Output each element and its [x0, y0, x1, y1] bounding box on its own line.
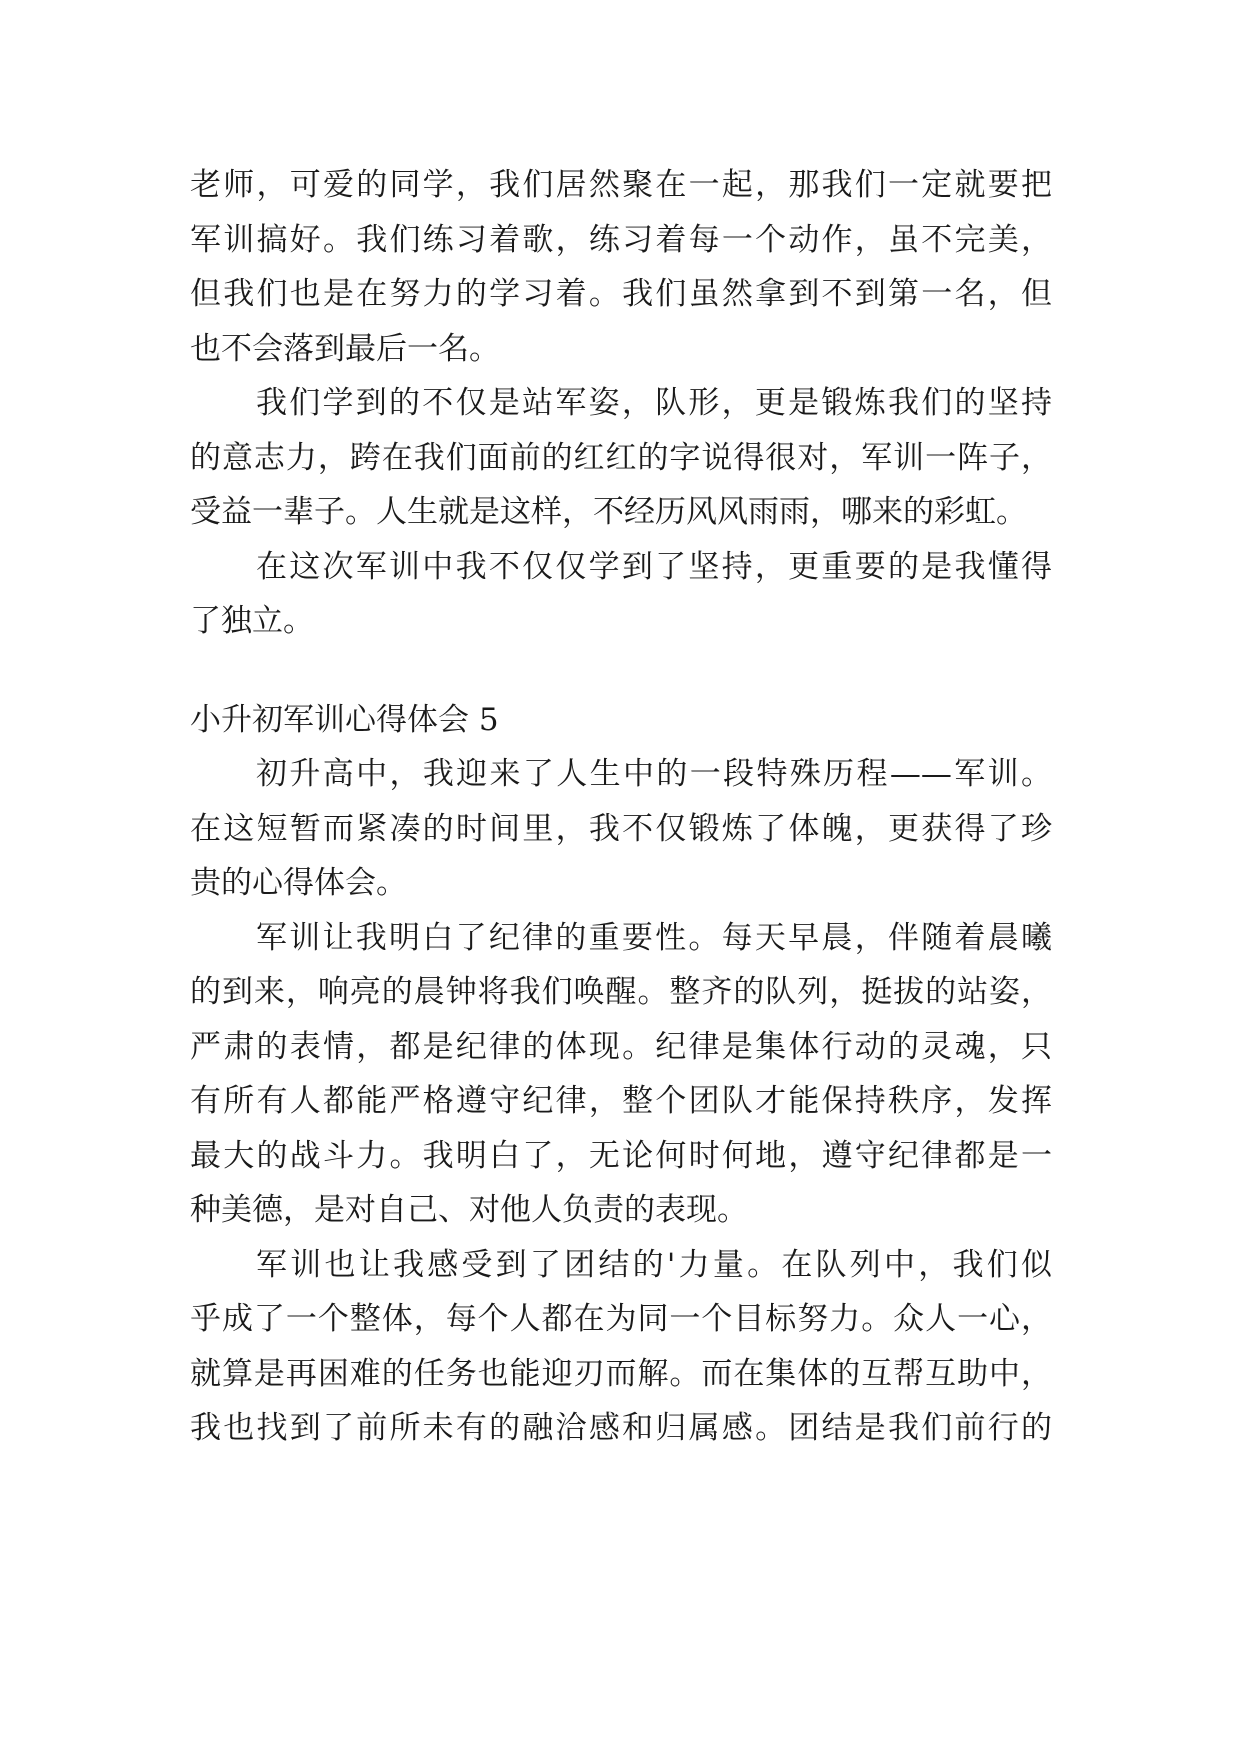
section-gap [190, 649, 1052, 693]
text-line: 在这短暂而紧凑的时间里，我不仅锻炼了体魄，更获得了珍 [190, 810, 1052, 847]
section-heading: 小升初军训心得体会 5 [190, 701, 499, 738]
paragraph [190, 376, 1052, 540]
text-line: 乎成了一个整体，每个人都在为同一个目标努力。众人一心， [190, 1301, 1052, 1337]
text-line: 的意志力，跨在我们面前的红红的字说得很对，军训一阵子， [190, 439, 1052, 476]
text-line: 但我们也是在努力的学习着。我们虽然拿到不到第一名，但 [190, 276, 1052, 312]
paragraph [190, 911, 1052, 1238]
text-line: 初升高中，我迎来了人生中的一段特殊历程——军训。 [256, 756, 1052, 792]
text-line: 最大的战斗力。我明白了，无论何时何地，遵守纪律都是一 [190, 1137, 1052, 1174]
text-line: 在这次军训中我不仅仅学到了坚持，更重要的是我懂得 [256, 548, 1052, 585]
text-line: 军训搞好。我们练习着歌，练习着每一个动作，虽不完美， [190, 221, 1052, 258]
text-line: 的到来，响亮的晨钟将我们唤醒。整齐的队列，挺拔的站姿， [190, 974, 1052, 1010]
text-line: 种美德，是对自己、对他人负责的表现。 [190, 1192, 748, 1228]
paragraph [190, 540, 1052, 649]
paragraph [190, 158, 1052, 376]
paragraph [190, 747, 1052, 911]
text-line: 有所有人都能严格遵守纪律，整个团队才能保持秩序，发挥 [190, 1083, 1052, 1119]
paragraph [190, 1238, 1052, 1456]
text-line: 军训也让我感受到了团结的'力量。在队列中，我们似 [256, 1246, 1052, 1283]
text-line: 我们学到的不仅是站军姿，队形，更是锻炼我们的坚持 [256, 385, 1052, 421]
text-line: 我也找到了前所未有的融洽感和归属感。团结是我们前行的 [190, 1410, 1052, 1446]
text-line: 就算是再困难的任务也能迎刃而解。而在集体的互帮互助中， [190, 1355, 1052, 1392]
text-line: 严肃的表情，都是纪律的体现。纪律是集体行动的灵魂，只 [190, 1028, 1052, 1065]
text-line: 也不会落到最后一名。 [190, 330, 500, 367]
text-line: 老师，可爱的同学，我们居然聚在一起，那我们一定就要把 [190, 167, 1052, 203]
document-body [190, 158, 1052, 1456]
text-line: 贵的心得体会。 [190, 865, 407, 901]
text-line: 受益一辈子。人生就是这样，不经历风风雨雨，哪来的彩虹。 [190, 494, 1027, 530]
text-line: 了独立。 [190, 603, 314, 639]
text-line: 军训让我明白了纪律的重要性。每天早晨，伴随着晨曦 [256, 919, 1052, 956]
